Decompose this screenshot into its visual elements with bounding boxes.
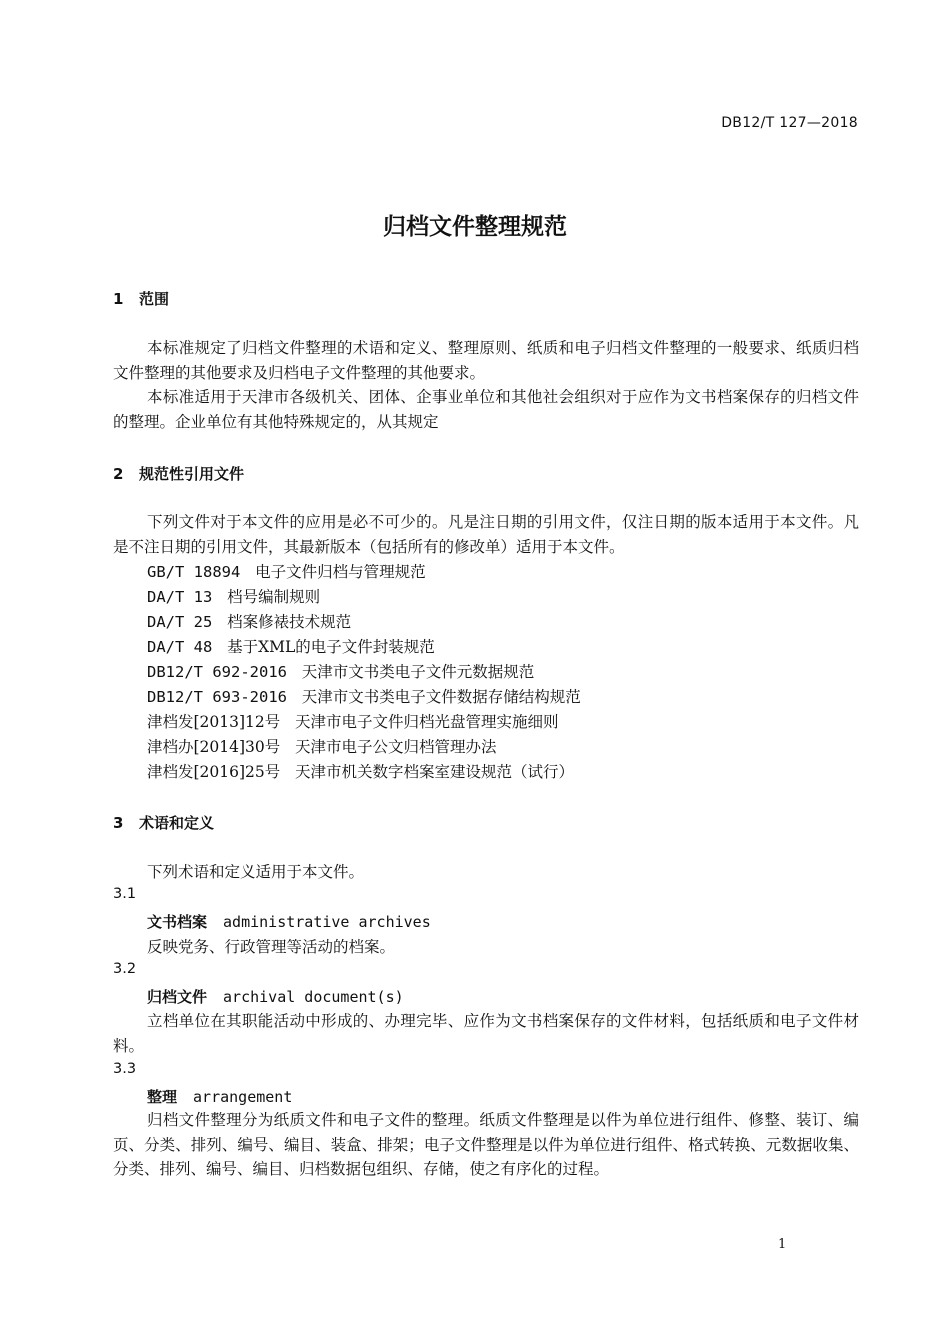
section-number: 2	[113, 465, 124, 483]
term-chinese: 整理	[147, 1088, 178, 1106]
reference-item	[147, 610, 351, 632]
reference-code: DB12/T 692-2016	[147, 663, 287, 681]
scope-paragraph-1: 本标准规定了归档文件整理的术语和定义、整理原则、纸质和电子归档文件整理的一般要求、纸质归档文件整理的其他要求及归档电子文件整理的其他要求。	[113, 339, 859, 382]
reference-title: 档号编制规则	[227, 588, 321, 606]
term-english: archival document(s)	[223, 988, 404, 1006]
section-title: 范围	[139, 290, 170, 308]
section-number: 1	[113, 290, 124, 308]
reference-title: 天津市文书类电子文件元数据规范	[301, 663, 535, 681]
term-chinese: 文书档案	[147, 913, 208, 931]
reference-item	[147, 585, 320, 607]
reference-item	[147, 760, 574, 782]
references-paragraph: 下列文件对于本文件的应用是必不可少的。凡是注日期的引用文件，仅注日期的版本适用于本文件。凡是不注日期的引用文件，其最新版本（包括所有的修改单）适用于本文件。	[113, 513, 859, 556]
reference-item	[147, 685, 581, 707]
term-definition: 立档单位在其职能活动中形成的、办理完毕、应作为文书档案保存的文件材料，包括纸质和电子文件材料。	[113, 1012, 859, 1055]
term-heading	[147, 911, 431, 932]
terms-intro: 下列术语和定义适用于本文件。	[147, 863, 365, 881]
reference-item	[147, 560, 426, 582]
reference-title: 天津市电子文件归档光盘管理实施细则	[295, 713, 559, 731]
reference-title: 天津市机关数字档案室建设规范（试行）	[295, 763, 575, 781]
section-heading-terms	[113, 812, 214, 833]
term-english: administrative archives	[223, 913, 431, 931]
term-definition: 归档文件整理分为纸质文件和电子文件的整理。纸质文件整理是以件为单位进行组件、修整、装订、编页、分类、排列、编号、编目、装盒、排架；电子文件整理是以件为单位进行组件、格式转换、元数据收集、分类、排列、编号、编目、归档数据包组织、存储，使之有序化的过程。	[113, 1111, 859, 1178]
reference-title: 基于XML的电子文件封装规范	[227, 638, 435, 656]
reference-title: 天津市文书类电子文件数据存储结构规范	[301, 688, 581, 706]
reference-item	[147, 735, 497, 757]
section-title: 规范性引用文件	[139, 465, 245, 483]
section-heading-references	[113, 463, 244, 484]
section-number: 3	[113, 814, 124, 832]
term-number: 3.2	[113, 961, 137, 977]
reference-item	[147, 710, 559, 732]
reference-code: DB12/T 693-2016	[147, 688, 287, 706]
term-number: 3.1	[113, 886, 137, 902]
reference-code: DA/T 13	[147, 588, 213, 606]
term-english: arrangement	[193, 1088, 293, 1106]
section-heading-scope	[113, 288, 169, 309]
reference-item	[147, 635, 435, 657]
term-heading	[147, 1086, 292, 1107]
reference-item	[147, 660, 534, 682]
page-number: 1	[778, 1237, 787, 1252]
standard-number: DB12/T 127—2018	[721, 115, 858, 131]
term-number: 3.3	[113, 1061, 137, 1077]
reference-code: 津档发[2013]12号	[147, 713, 281, 731]
reference-code: DA/T 48	[147, 638, 213, 656]
term-definition: 反映党务、行政管理等活动的档案。	[147, 938, 396, 956]
term-heading	[147, 986, 404, 1007]
document-title: 归档文件整理规范	[383, 214, 567, 240]
term-chinese: 归档文件	[147, 988, 208, 1006]
scope-paragraph-2: 本标准适用于天津市各级机关、团体、企事业单位和其他社会组织对于应作为文书档案保存的归档文件的整理。企业单位有其他特殊规定的，从其规定	[113, 388, 859, 431]
reference-title: 天津市电子公文归档管理办法	[295, 738, 497, 756]
reference-code: 津档办[2014]30号	[147, 738, 281, 756]
reference-title: 档案修裱技术规范	[227, 613, 352, 631]
reference-code: DA/T 25	[147, 613, 213, 631]
section-title: 术语和定义	[139, 814, 215, 832]
reference-title: 电子文件归档与管理规范	[255, 563, 426, 581]
reference-code: 津档发[2016]25号	[147, 763, 281, 781]
reference-code: GB/T 18894	[147, 563, 241, 581]
